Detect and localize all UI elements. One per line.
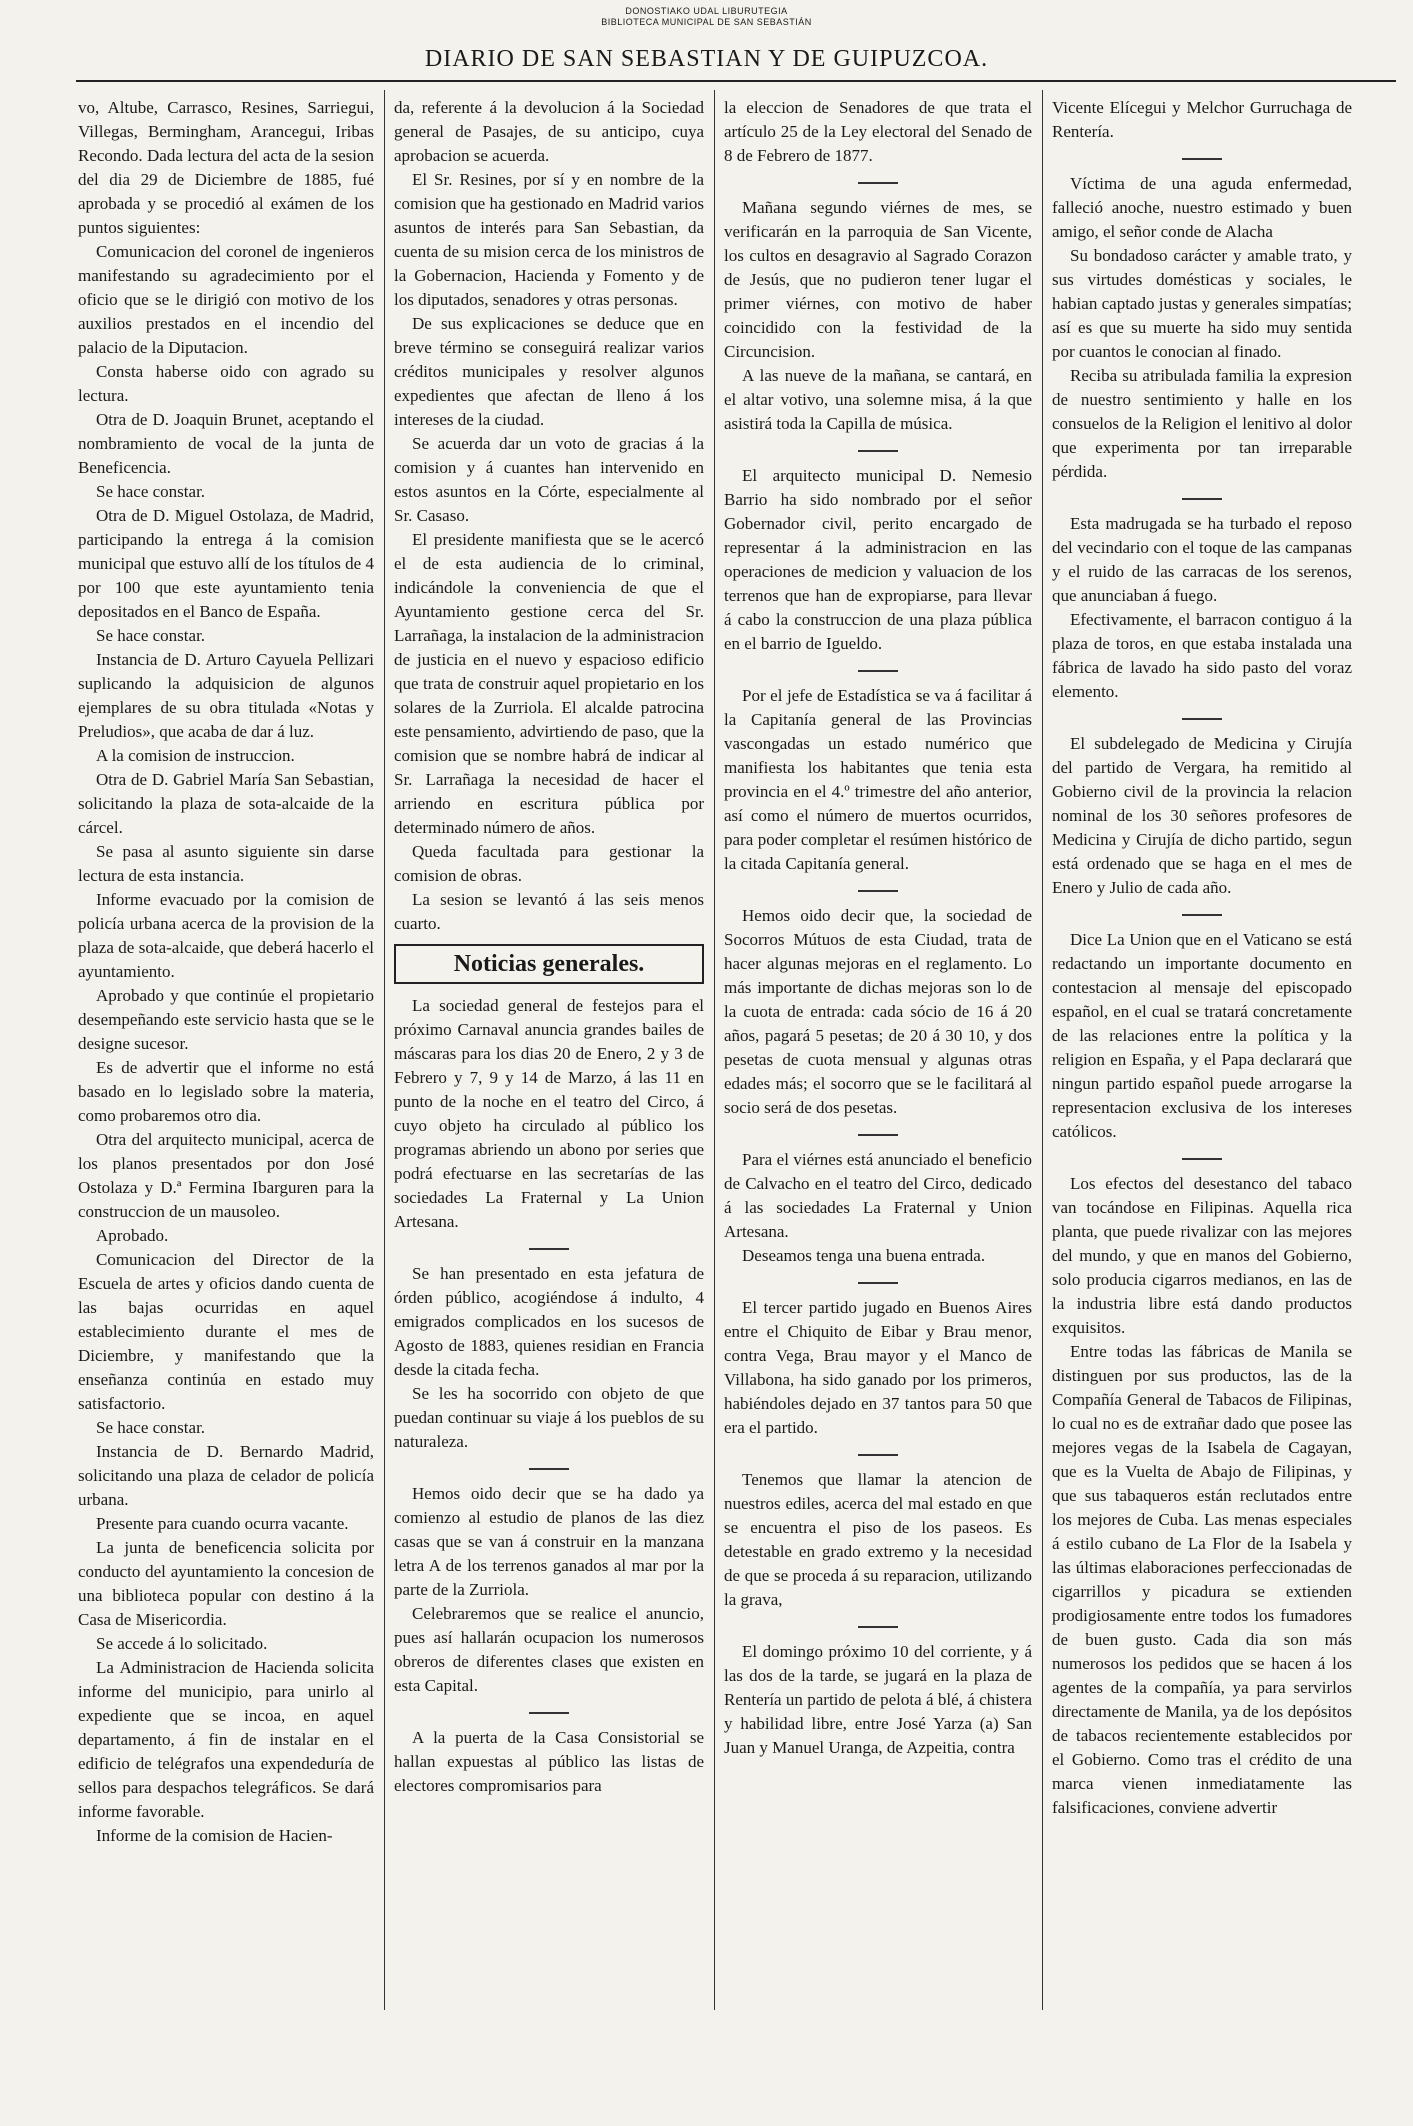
paragraph: Informe evacuado por la comision de policía urbana acerca de la provision de la plaza de sota-alcaide, que deberá hacerlo el ayuntamiento. [78,890,374,981]
separator-rule [1182,1158,1222,1160]
separator-rule [858,890,898,892]
separator-rule [858,1134,898,1136]
paragraph: Es de advertir que el informe no está basado en lo legislado sobre la materia, como probaremos otro dia. [78,1058,374,1125]
paragraph: La junta de beneficencia solicita por conducto del ayuntamiento la concesion de una biblioteca popular con destino á la Casa de Misericordia. [78,1538,374,1629]
column-divider [384,90,385,2010]
paragraph: Entre todas las fábricas de Manila se distinguen por sus productos, las de la Compañía General de Tabacos de Filipinas, lo cual no es de extrañar dado que posee las mejores vegas de la Isabela de Cagayan, que es la Vuelta de Abajo de Filipinas, y que sus tabaqueros están reclutados entre los mejores de Cuba. Las menas especiales á estilo cubano de La Flor de la Isabela y las últimas elaboraciones perfeccionadas de cigarrillos y picadura se extienden prodigiosamente entre todos los fumadores de buen gusto. Cada dia son más numerosos los pedidos que se hacen á los agentes de la compañía, ya para servirlos directamente de Manila, ya de los depósitos de tabacos recientemente establecidos por el Gobierno. Como tras el crédito de una marca vienen inmediatamente las falsificaciones, conviene advertir [1052,1342,1352,1817]
separator-rule [858,1282,898,1284]
column-3 [724,96,1032,1760]
paragraph: El presidente manifiesta que se le acercó el de esta audiencia de lo criminal, indicándole la conveniencia de que el Ayuntamiento gestione cerca del Sr. Larrañaga, la instalacion de la administracion de justicia en el nuevo y espacioso edificio que trata de construir aquel propietario en los solares de la Zurriola. El alcalde patrocina este pensamiento, advirtiendo de paso, que la comision que se nombre habrá de indicar al Sr. Larrañaga la necesidad de hacer el arriendo en escritura pública por determinado número de años. [394,530,704,837]
separator-rule [858,182,898,184]
paragraph: De sus explicaciones se deduce que en breve término se conseguirá realizar varios créditos municipales y resolver algunos expedientes que afectan de lleno á los intereses de la ciudad. [394,314,704,429]
paragraph: Aprobado y que continúe el propietario desempeñando este servicio hasta que se le designe sucesor. [78,986,374,1053]
separator-rule [1182,158,1222,160]
paragraph: El domingo próximo 10 del corriente, y á las dos de la tarde, se jugará en la plaza de Rentería un partido de pelota á blé, á chistera y habilidad libre, entre José Yarza (a) San Juan y Manuel Uranga, de Azpeitia, contra [724,1642,1032,1757]
paragraph: Tenemos que llamar la atencion de nuestros ediles, acerca del mal estado en que se encuentra el piso de los paseos. Es detestable en grado extremo y la necesidad de que se proceda á su reparacion, utilizando la grava, [724,1470,1032,1609]
paragraph: Celebraremos que se realice el anuncio, pues así hallarán ocupacion los numerosos obreros de diferentes clases que existen en esta Capital. [394,1604,704,1695]
paragraph: Informe de la comision de Hacien- [96,1826,333,1845]
paragraph: La sesion se levantó á las seis menos cuarto. [394,890,704,933]
separator-rule [529,1712,569,1714]
paragraph: Víctima de una aguda enfermedad, falleció anoche, nuestro estimado y buen amigo, el señor conde de Alacha [1052,174,1352,241]
paragraph: A la puerta de la Casa Consistorial se hallan expuestas al público las listas de electores compromisarios para [394,1728,704,1795]
paragraph: Hemos oido decir que se ha dado ya comienzo al estudio de planos de las diez casas que se van á construir en la manzana letra A de los terrenos ganados al mar por la parte de la Zurriola. [394,1484,704,1599]
paragraph: Se hace constar. [96,1418,206,1437]
paragraph: La sociedad general de festejos para el próximo Carnaval anuncia grandes bailes de máscaras para los dias 20 de Enero, 2 y 3 de Febrero y 7, 9 y 14 de Marzo, á las 11 en punto de la noche en el teatro del Circo, á cuyo objeto ha circulado al público los programas abriendo un abono por series que podrá efectuarse en las secretarías de las sociedades La Fraternal y La Union Artesana. [394,996,704,1231]
paragraph: Aprobado. [96,1226,169,1245]
paragraph: A la comision de instruccion. [96,746,295,765]
separator-rule [529,1248,569,1250]
masthead-rule [76,80,1396,82]
paragraph: Dice La Union que en el Vaticano se está redactando un importante documento en contestacion al mensaje del episcopado español, en el cual se tratará concretamente de las relaciones entre la política y la religion en España, y el Papa declarará que ningun partido español puede arrogarse la representacion exclusiva de los intereses católicos. [1052,930,1352,1141]
separator-rule [858,1626,898,1628]
separator-rule [858,1454,898,1456]
paragraph: Para el viérnes está anunciado el beneficio de Calvacho en el teatro del Circo, dedicado á las sociedades La Fraternal y Union Artesana. [724,1150,1032,1241]
paragraph: Mañana segundo viérnes de mes, se verificarán en la parroquia de San Vicente, los cultos en desagravio al Sagrado Corazon de Jesús, que no pudieron tener lugar el primer viérnes, con motivo de haber coincidido con la festividad de la Circuncision. [724,198,1032,361]
paragraph: La Administracion de Hacienda solicita informe del municipio, para unirlo al expediente que se incoa, en aquel departamento, á fin de instalar en el edificio de telégrafos una expendeduría de sellos para despachos telegráficos. Se dará informe favorable. [78,1658,374,1821]
column-2 [394,96,704,1798]
separator-rule [1182,718,1222,720]
paragraph: Otra del arquitecto municipal, acerca de los planos presentados por don José Ostolaza y D.ª Fermina Ibarguren para la construccion de un mausoleo. [78,1130,374,1221]
column-divider [714,90,715,2010]
paragraph: Se hace constar. [96,626,206,645]
column-4 [1052,96,1352,1820]
paragraph: Otra de D. Joaquin Brunet, aceptando el nombramiento de vocal de la junta de Beneficencia. [78,410,374,477]
library-stamp-line2: BIBLIOTECA MUNICIPAL DE SAN SEBASTIÁN [601,17,812,27]
paragraph: El tercer partido jugado en Buenos Aires entre el Chiquito de Eibar y Brau menor, contra Vega, Brau mayor y el Manco de Villabona, ha sido ganado por los primeros, habiéndoles dejado en 37 tantos para 50 que era el partido. [724,1298,1032,1437]
paragraph: Los efectos del desestanco del tabaco van tocándose en Filipinas. Aquella rica planta, que puede rivalizar con las mejores del mundo, y que en manos del Gobierno, solo producia cigarros medianos, en las de la industria libre está dando productos exquisitos. [1052,1174,1352,1337]
paragraph: Esta madrugada se ha turbado el reposo del vecindario con el toque de las campanas y el ruido de las carracas de los serenos, que anunciaban á fuego. [1052,514,1352,605]
separator-rule [529,1468,569,1470]
paragraph: vo, Altube, Carrasco, Resines, Sarriegui, Villegas, Bermingham, Arancegui, Iribas Recondo. Dada lectura del acta de la sesion del dia 29 de Diciembre de 1885, fué aprobada y se procedió al exámen de los puntos siguientes: [78,98,374,237]
column-divider [1042,90,1043,2010]
paragraph: Consta haberse oido con agrado su lectura. [78,362,374,405]
paragraph: Se les ha socorrido con objeto de que puedan continuar su viaje á los pueblos de su naturaleza. [394,1384,704,1451]
library-stamp-line1: DONOSTIAKO UDAL LIBURUTEGIA [625,6,788,16]
paragraph: da, referente á la devolucion á la Sociedad general de Pasajes, de su anticipo, cuya aprobacion se acuerda. [394,98,704,165]
masthead: DIARIO DE SAN SEBASTIAN Y DE GUIPUZCOA. [424,46,989,72]
paragraph: Presente para cuando ocurra vacante. [96,1514,349,1533]
paragraph: Queda facultada para gestionar la comision de obras. [394,842,704,885]
paragraph: Se pasa al asunto siguiente sin darse lectura de esta instancia. [78,842,374,885]
paragraph: Otra de D. Miguel Ostolaza, de Madrid, participando la entrega á la comision municipal que estuvo allí de los títulos de 4 por 100 que este ayuntamiento tenia depositados en el Banco de España. [78,506,374,621]
paragraph: El arquitecto municipal D. Nemesio Barrio ha sido nombrado por el señor Gobernador civil, perito encargado de representar á la administracion en las operaciones de medicion y valuacion de los terrenos que han de expropiarse, para llevar á cabo la construccion de una plaza pública en el barrio de Igueldo. [724,466,1032,653]
paragraph: Se hace constar. [96,482,206,501]
column-1 [78,96,374,1848]
paragraph: la eleccion de Senadores de que trata el artículo 25 de la Ley electoral del Senado de 8 de Febrero de 1877. [724,98,1032,165]
separator-rule [858,670,898,672]
paragraph: Hemos oido decir que, la sociedad de Socorros Mútuos de esta Ciudad, trata de hacer algunas mejoras en el reglamento. Lo más importante de dichas mejoras son lo de la cuota de entrada: cada sócio de 16 á 20 años, pagará 5 pesetas; de 20 á 30 10, y dos pesetas de cuota mensual y algunas otras edades más; el socorro que se le facilitará al socio será de dos pesetas. [724,906,1032,1117]
paragraph: Otra de D. Gabriel María San Sebastian, solicitando la plaza de sota-alcaide de la cárcel. [78,770,374,837]
paragraph: Se accede á lo solicitado. [96,1634,268,1653]
paragraph: Efectivamente, el barracon contiguo á la plaza de toros, en que estaba instalada una fábrica de lavado ha sido pasto del voraz elemento. [1052,610,1352,701]
paragraph: Reciba su atribulada familia la expresion de nuestro sentimiento y halle en los consuelos de la Religion el lenitivo al dolor que experimenta por tan irreparable pérdida. [1052,366,1352,481]
paragraph: Comunicacion del coronel de ingenieros manifestando su agradecimiento por el oficio que se le dirigió con motivo de los auxilios prestados en el incendio del palacio de la Diputacion. [78,242,374,357]
section-title: Noticias generales. [394,944,704,984]
paragraph: Instancia de D. Bernardo Madrid, solicitando una plaza de celador de policía urbana. [78,1442,374,1509]
paragraph: Deseamos tenga una buena entrada. [742,1246,986,1265]
library-stamp [0,6,1413,28]
separator-rule [1182,498,1222,500]
paragraph: El subdelegado de Medicina y Cirujía del partido de Vergara, ha remitido al Gobierno civil de la provincia la relacion nominal de los 30 señores profesores de Medicina y Cirujía de dicho partido, segun está ordenado que se haga en el mes de Enero y Julio de cada año. [1052,734,1352,897]
paragraph: Instancia de D. Arturo Cayuela Pellizari suplicando la adquisicion de algunos ejemplares de su obra titulada «Notas y Preludios», que acaba de dar á luz. [78,650,374,741]
paragraph: A las nueve de la mañana, se cantará, en el altar votivo, una solemne misa, á la que asistirá toda la Capilla de música. [724,366,1032,433]
paragraph: Se acuerda dar un voto de gracias á la comision y á cuantes han intervenido en estos asuntos en la Córte, especialmente al Sr. Casaso. [394,434,704,525]
separator-rule [1182,914,1222,916]
paragraph: Comunicacion del Director de la Escuela de artes y oficios dando cuenta de las bajas ocurridas en aquel establecimiento durante el mes de Diciembre, y manifestando que la enseñanza continúa en estado muy satisfactorio. [78,1250,374,1413]
paragraph: Su bondadoso carácter y amable trato, y sus virtudes domésticas y sociales, le habian captado justas y generales simpatías; así es que su muerte ha sido muy sentida por cuantos le conocian al finado. [1052,246,1352,361]
paragraph: Vicente Elícegui y Melchor Gurruchaga de Rentería. [1052,98,1352,141]
paragraph: El Sr. Resines, por sí y en nombre de la comision que ha gestionado en Madrid varios asuntos de interés para San Sebastian, da cuenta de su mision cerca de los ministros de la Gobernacion, Hacienda y Fomento y de los diputados, senadores y otras personas. [394,170,704,309]
separator-rule [858,450,898,452]
paragraph: Se han presentado en esta jefatura de órden público, acogiéndose á indulto, 4 emigrados complicados en los sucesos de Agosto de 1883, quienes residian en Francia desde la citada fecha. [394,1264,704,1379]
paragraph: Por el jefe de Estadística se va á facilitar á la Capitanía general de las Provincias vascongadas un estado numérico que manifiesta los habitantes que tenia esta provincia en el 4.º trimestre del año anterior, así como el número de muertos ocurridos, para poder completar el resúmen histórico de la citada Capitanía general. [724,686,1032,873]
